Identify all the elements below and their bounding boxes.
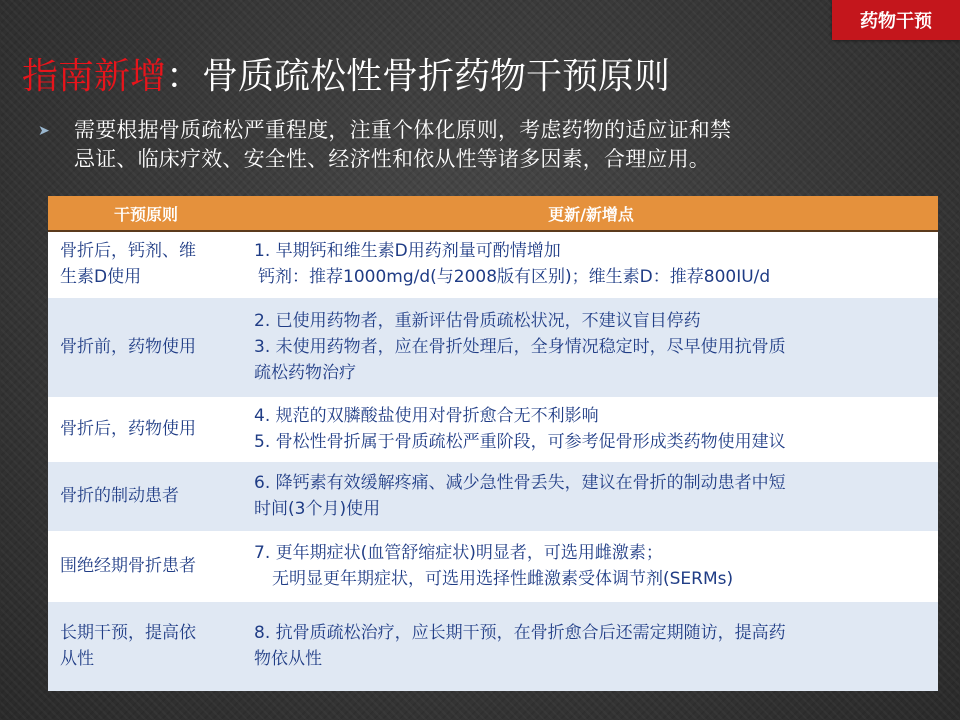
point-line: 5. 骨松性骨折属于骨质疏松严重阶段，可参考促骨形成类药物使用建议 [254, 432, 786, 452]
table-row [48, 461, 938, 531]
point-line: 物依从性 [254, 649, 322, 670]
principle-cell [48, 601, 244, 691]
principles-table [48, 196, 938, 689]
point-line: 3. 未使用药物者，应在骨折处理后，全身情况稳定时，尽早使用抗骨质 [254, 337, 786, 357]
principle-line: 生素D使用 [60, 267, 142, 288]
points-cell [244, 231, 938, 297]
point-line: 8. 抗骨质疏松治疗，应长期干预，在骨折愈合后还需定期随访，提高药 [254, 623, 786, 644]
intro-text-line: 需要根据骨质疏松严重程度，注重个体化原则，考虑药物的适应证和禁 [74, 118, 732, 142]
table-row [48, 531, 938, 601]
principle-cell [48, 297, 244, 397]
principle-cell [48, 531, 244, 601]
points-cell [244, 297, 938, 397]
point-line: 1. 早期钙和维生素D用药剂量可酌情增加 [254, 241, 561, 262]
points-cell [244, 601, 938, 691]
principle-line: 从性 [60, 649, 94, 670]
point-line: 无明显更年期症状，可选用选择性雌激素受体调节剂(SERMs) [272, 569, 734, 589]
point-line: 钙剂：推荐1000mg/d(与2008版有区别)；维生素D：推荐800IU/d [258, 267, 771, 288]
points-cell [244, 461, 938, 531]
header-principle: 干预原则 [48, 196, 244, 231]
intro-text [74, 116, 731, 174]
point-line: 时间(3个月)使用 [254, 499, 381, 519]
principle-line: 骨折后，药物使用 [60, 419, 196, 439]
point-line: 2. 已使用药物者，重新评估骨质疏松状况，不建议盲目停药 [254, 311, 701, 331]
arrow-bullet-icon: ➤ [38, 123, 50, 139]
table-row [48, 297, 938, 397]
intro-text-line: 忌证、临床疗效、安全性、经济性和依从性等诸多因素，合理应用。 [74, 147, 710, 171]
table-row [48, 601, 938, 691]
principle-cell [48, 461, 244, 531]
header-points: 更新/新增点 [244, 196, 938, 231]
table-header-row [48, 196, 938, 231]
principle-line: 长期干预，提高依 [60, 623, 196, 644]
principle-line: 围绝经期骨折患者 [60, 556, 196, 576]
intro-bullet [36, 116, 916, 174]
section-badge: 药物干预 [832, 0, 960, 40]
principle-cell [48, 397, 244, 461]
points-cell [244, 397, 938, 461]
title-main: ：骨质疏松性骨折药物干预原则 [166, 56, 671, 97]
principle-line: 骨折后，钙剂、维 [60, 241, 196, 262]
title-prefix: 指南新增 [22, 56, 167, 97]
point-line: 疏松药物治疗 [254, 363, 356, 383]
principle-line: 骨折前，药物使用 [60, 337, 196, 357]
points-cell [244, 531, 938, 601]
point-line: 4. 规范的双膦酸盐使用对骨折愈合无不利影响 [254, 406, 599, 426]
principle-cell [48, 231, 244, 297]
point-line: 7. 更年期症状(血管舒缩症状)明显者，可选用雌激素； [254, 543, 663, 563]
page-title [22, 52, 820, 102]
table-row [48, 231, 938, 297]
principle-line: 骨折的制动患者 [60, 486, 179, 506]
table-row [48, 397, 938, 461]
point-line: 6. 降钙素有效缓解疼痛、减少急性骨丢失，建议在骨折的制动患者中短 [254, 473, 786, 493]
